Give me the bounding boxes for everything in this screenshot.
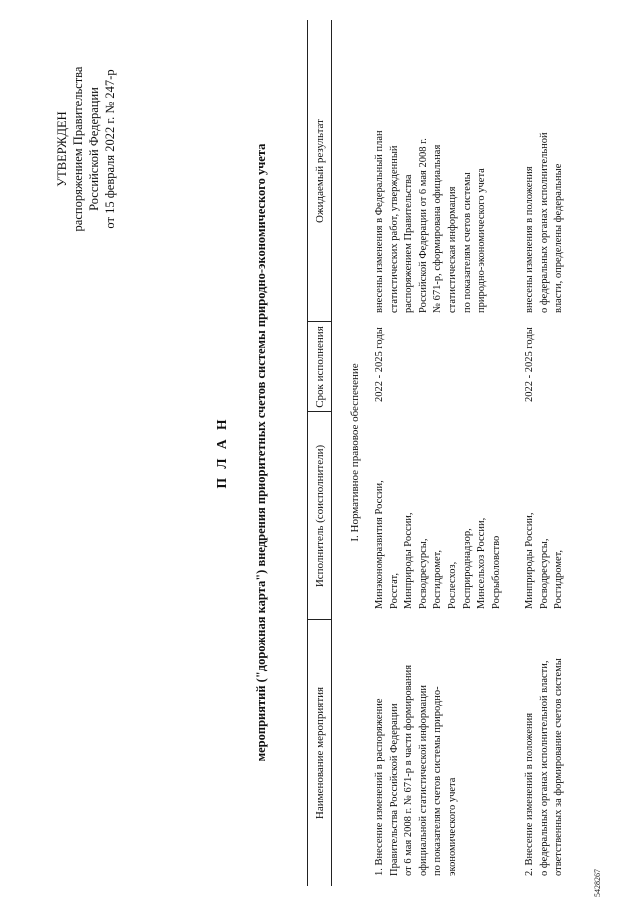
row-result-cell: внесены изменения в Федеральный план статистических работ, утвержденный распоряжением Правительства Российской Федерации от 6 мая 2008 г. № 671-р, сформирована официальная статистическая информация по показателям счетов системы природно-экономического учета <box>374 130 488 313</box>
header-term: Срок исполнения <box>314 326 326 408</box>
table-header-border <box>331 20 332 886</box>
section-heading: I. Нормативное правовое обеспечение <box>349 363 361 542</box>
header-executor: Исполнитель (соисполнители) <box>314 444 326 588</box>
table-top-border <box>307 20 308 886</box>
approval-line: распоряжением Правительства <box>71 66 85 232</box>
approval-stamp <box>54 49 118 249</box>
header-result: Ожидаемый результат <box>314 119 326 223</box>
plan-title: П Л А Н <box>214 416 229 489</box>
header-name: Наименование мероприятия <box>314 686 326 820</box>
row-executor-cell: Минэкономразвития России, Росстат, Минприроды России, Росводресурсы, Росгидромет, Рослесхоз, Росприроднадзор, Минсельхоз России, Росрыболовство <box>374 480 502 609</box>
row-result-cell: внесены изменения в положения о федеральных органах исполнительной власти, определены федеральные <box>524 132 565 313</box>
row-executor-cell: Минприроды России, Росводресурсы, Росгидромет, <box>524 512 565 609</box>
approval-line: Российской Федерации <box>87 87 101 211</box>
approval-line: от 15 февраля 2022 г. № 247-р <box>103 69 117 229</box>
row-name-cell: 2. Внесение изменений в положения о федеральных органах исполнительной власти, ответственных за формирование счетов системы <box>524 658 565 876</box>
row-term-cell: 2022 - 2025 годы <box>524 327 535 402</box>
row-name-cell: 1. Внесение изменений в распоряжение Правительства Российской Федерации от 6 мая 2008 г. № 671-р в части формирования официальной статистической информации по показателям счетов системы природно- экономического учета <box>374 664 458 876</box>
document-code: 5428267 <box>593 869 602 897</box>
row-term-cell: 2022 - 2025 годы <box>374 327 385 402</box>
approval-title: УТВЕРЖДЕН <box>55 111 69 187</box>
plan-subtitle: мероприятий ("дорожная карта") внедрения приоритетных счетов системы природно-экономического учета <box>254 143 268 762</box>
